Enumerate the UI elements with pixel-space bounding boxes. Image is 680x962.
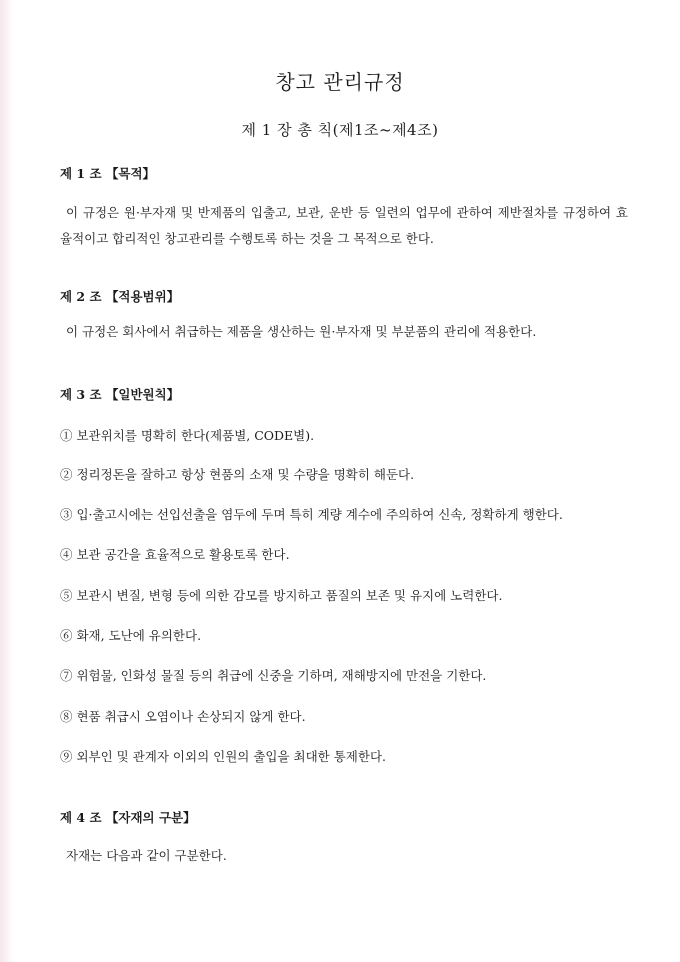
- article-3-item-7: ⑦ 위험물, 인화성 물질 등의 취급에 신중을 기하며, 재해방지에 만전을 기한다.: [60, 668, 487, 683]
- article-3-item-6: ⑥ 화재, 도난에 유의한다.: [60, 628, 202, 643]
- article-3-item-2: ② 정리정돈을 잘하고 항상 현품의 소재 및 수량을 명확히 해둔다.: [60, 467, 415, 482]
- article-3-item-4: ④ 보관 공간을 효율적으로 활용토록 한다.: [60, 547, 290, 562]
- chapter-heading: 제 1 장 총 칙(제1조~제4조): [241, 121, 439, 139]
- article-4-body: 자재는 다음과 같이 구분한다.: [66, 848, 227, 863]
- article-3-item-5: ⑤ 보관시 변질, 변형 등에 의한 감모를 방지하고 품질의 보존 및 유지에 노력한다.: [60, 588, 503, 603]
- article-3-item-3: ③ 입·출고시에는 선입선출을 염두에 두며 특히 계량 계수에 주의하여 신속, 정확하게 행한다.: [60, 507, 563, 522]
- article-2-heading: 제 2 조 【적용범위】: [60, 289, 180, 304]
- article-3-item-9: ⑨ 외부인 및 관계자 이외의 인원의 출입을 최대한 통제한다.: [60, 749, 386, 764]
- article-1-heading: 제 1 조 【목적】: [60, 166, 156, 181]
- document-title: 창고 관리규정: [275, 70, 405, 94]
- article-3-item-8: ⑧ 현품 취급시 오염이나 손상되지 않게 한다.: [60, 709, 306, 724]
- article-3-item-1: ① 보관위치를 명확히 한다(제품별, CODE별).: [60, 428, 315, 443]
- article-2-body: 이 규정은 회사에서 취급하는 제품을 생산하는 원·부자재 및 부분품의 관리에 적용한다.: [66, 324, 537, 339]
- article-4-heading: 제 4 조 【자재의 구분】: [60, 810, 196, 825]
- article-1-body: 이 규정은 원·부자재 및 반제품의 입출고, 보관, 운반 등 일련의 업무에 관하여 제반절차를 규정하여 효율적이고 합리적인 창고관리를 수행토록 하는 것을 그 목적으로 한다.: [60, 205, 628, 246]
- article-3-heading: 제 3 조 【일반원칙】: [60, 387, 180, 402]
